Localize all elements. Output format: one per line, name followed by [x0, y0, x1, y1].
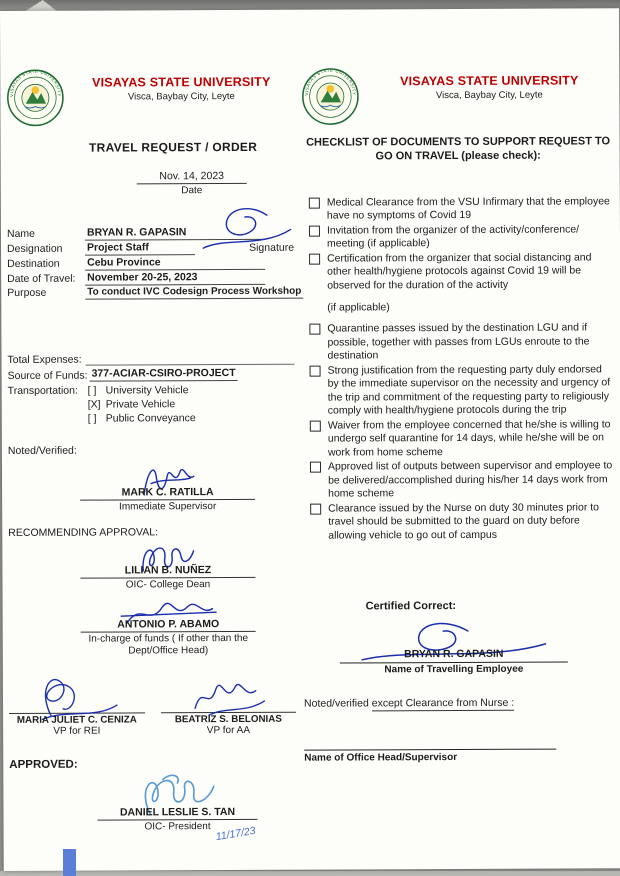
transport-checkbox-university: [ ]	[87, 384, 97, 397]
checklist-item-text: Waiver from the employee concerned that he/she is willing to undergo self quarantine for 14 days, while he/she will be on work from home scheme	[327, 417, 611, 459]
transport-option-university	[88, 384, 196, 396]
office-head-block	[304, 749, 556, 764]
svg-text:VISAYAS STATE UNIVERSITY: VISAYAS STATE UNIVERSITY	[304, 67, 357, 96]
checklist-item	[310, 501, 616, 543]
right-letterhead	[301, 66, 614, 125]
travel-date-value: November 20-25, 2023	[85, 271, 265, 286]
travel-request-form	[6, 68, 302, 844]
university-address: Visca, Baybay City, Leyte	[127, 90, 235, 103]
purpose-label: Purpose	[7, 286, 47, 299]
checklist-item-text: Medical Clearance from the VSU Infirmary that the employee have no symptoms of Covid 19	[326, 194, 610, 222]
date-block	[137, 170, 247, 196]
field-row-destination	[7, 256, 294, 271]
signature-employee-ink	[196, 200, 296, 256]
checklist-item	[309, 195, 615, 223]
transport-label-public: Public Conveyance	[105, 412, 196, 425]
dean-signature-block	[80, 538, 255, 591]
funds-incharge-signature-block	[81, 596, 256, 657]
travel-date-label: Date of Travel:	[7, 272, 76, 285]
checklist-title: CHECKLIST OF DOCUMENTS TO SUPPORT REQUEST TO GO ON TRAVEL (please check):	[306, 135, 611, 163]
university-name: VISAYAS STATE UNIVERSITY	[92, 74, 271, 90]
request-fields	[6, 226, 302, 300]
supervisor-name: MARK C. RATILLA	[80, 486, 255, 501]
checklist-item-text: Strong justification from the requesting party duly endorsed by the immediate supervisor on the necessity and urgency of the trip and commitment of the requesting party to religiously comply with health/hygiene protocols during the trip	[327, 362, 611, 417]
transport-option-private	[88, 398, 196, 410]
destination-label: Destination	[7, 257, 60, 270]
funds-incharge-title: In-charge of funds ( If other than the Dept/Office Head)	[88, 632, 249, 656]
recommending-approval-label: RECOMMENDING APPROVAL:	[8, 526, 159, 539]
noted-underlined-text: except Clearance from Nurse :	[371, 696, 515, 710]
field-row-travel-date	[7, 271, 294, 286]
vp-aa-block	[160, 670, 296, 737]
checklist-item-text: Certification from the organizer that social distancing and other health/hygiene protocols against Covid 19 will be observed for the duration of the activity	[327, 251, 592, 292]
checklist-item-text: Approved list of outputs between supervisor and employee to be delivered/accomplished during his/her 14 days work from home scheme	[327, 459, 613, 500]
checklist-item-text: Invitation from the organizer of the activity/conference/ meeting (if applicable)	[326, 223, 580, 250]
dean-title: OIC- College Dean	[125, 579, 211, 591]
transport-checkbox-private: [X]	[87, 398, 101, 411]
left-letterhead	[6, 68, 293, 127]
checkbox-medical-clearance	[309, 197, 320, 208]
checkbox-certification	[309, 253, 320, 264]
checkbox-quarantine-passes	[309, 324, 320, 335]
certified-correct-label: Certified Correct:	[365, 600, 457, 613]
designation-label: Designation	[7, 242, 63, 255]
checkbox-strong-justification	[310, 365, 321, 376]
vsu-seal-icon	[301, 67, 359, 125]
total-expenses-label: Total Expenses:	[7, 353, 82, 366]
scanner-background-bottom	[0, 871, 620, 876]
date-value: Nov. 14, 2023	[137, 170, 247, 184]
signature-label: Signature	[249, 241, 295, 254]
source-of-funds-label: Source of Funds:	[7, 369, 88, 382]
office-head-signature-line	[304, 749, 556, 751]
checkbox-invitation	[309, 225, 320, 236]
president-handwritten-date: 11/17/23	[214, 824, 257, 844]
total-expenses-row	[7, 353, 294, 366]
purpose-value: To conduct IVC Codesign Process Workshop	[85, 286, 303, 300]
vp-rei-name: MARIA JULIET C. CENIZA	[16, 714, 137, 726]
checklist-item-text: Clearance issued by the Nurse on duty 30 minutes prior to travel should be submitted to the guard on duty before allowing vehicle to go out of campus	[328, 500, 600, 542]
form-title: TRAVEL REQUEST / ORDER	[88, 139, 258, 155]
dean-name: LILIAN B. NUÑEZ	[80, 564, 255, 579]
president-signature-block	[97, 770, 257, 844]
supervisor-title: Immediate Supervisor	[119, 501, 217, 513]
date-label: Date	[181, 185, 203, 197]
checklist-items	[302, 195, 617, 543]
office-head-label: Name of Office Head/Supervisor	[304, 752, 458, 764]
checklist-item	[309, 321, 615, 363]
checklist-item-note: (if applicable)	[327, 301, 390, 314]
president-name: DANIEL LESLIE S. TAN	[97, 806, 257, 821]
president-title: OIC- President	[144, 821, 211, 833]
transportation-options	[88, 384, 196, 426]
scanned-document-page	[0, 8, 620, 871]
destination-value: Cebu Province	[85, 256, 265, 271]
name-value: BRYAN R. GAPASIN	[85, 226, 265, 241]
vp-signatures-row	[9, 670, 296, 737]
supervisor-signature-block	[80, 456, 255, 513]
right-letterhead-text	[364, 66, 614, 101]
approved-label: APPROVED:	[9, 758, 78, 771]
checkbox-approved-outputs	[310, 462, 321, 473]
travelling-employee-label: Name of Travelling Employee	[384, 663, 524, 676]
checklist-section	[301, 66, 617, 763]
vsu-seal-icon	[6, 69, 64, 127]
checklist-item-text: Quarantine passes issued by the destination LGU and if possible, together with passes from LGUs enroute to the destination	[327, 321, 590, 362]
transport-option-public	[88, 412, 196, 424]
svg-text:VISAYAS STATE UNIVERSITY: VISAYAS STATE UNIVERSITY	[9, 68, 62, 97]
vp-rei-title: VP for REI	[53, 725, 101, 737]
checkbox-waiver	[310, 420, 321, 431]
noted-verified-line	[304, 696, 617, 709]
checklist-item	[309, 223, 615, 251]
vp-aa-title: VP for AA	[206, 724, 251, 737]
transportation-row	[8, 384, 295, 427]
source-of-funds-value: 377-ACIAR-CSIRO-PROJECT	[90, 367, 238, 382]
transport-label-university: University Vehicle	[105, 384, 189, 397]
name-label: Name	[6, 227, 36, 240]
vp-aa-name: BEATRIZ S. BELONIAS	[174, 713, 282, 726]
vp-rei-block	[9, 670, 145, 737]
university-name: VISAYAS STATE UNIVERSITY	[400, 73, 579, 89]
transportation-label: Transportation:	[7, 384, 78, 397]
checklist-item	[310, 363, 616, 418]
checklist-item	[310, 459, 616, 501]
transport-checkbox-public: [ ]	[87, 412, 97, 425]
checklist-item	[309, 251, 615, 293]
funds-incharge-name: ANTONIO P. ABAMO	[81, 618, 256, 633]
travelling-employee-name: BRYAN R. GAPASIN	[340, 648, 568, 664]
blue-edge-artifact	[63, 849, 76, 876]
checklist-item	[310, 418, 616, 460]
transport-label-private: Private Vehicle	[105, 398, 176, 411]
field-row-purpose	[7, 285, 302, 300]
left-letterhead-text	[69, 68, 293, 103]
travelling-employee-block	[340, 614, 568, 676]
university-address: Visca, Baybay City, Leyte	[435, 89, 543, 102]
source-of-funds-row	[8, 367, 295, 382]
noted-verified-label: Noted/Verified:	[7, 444, 77, 457]
designation-value: Project Staff	[85, 241, 195, 255]
total-expenses-blank-line	[86, 353, 295, 366]
noted-prefix: Noted/verified	[303, 697, 372, 710]
checkbox-nurse-clearance	[310, 503, 321, 514]
